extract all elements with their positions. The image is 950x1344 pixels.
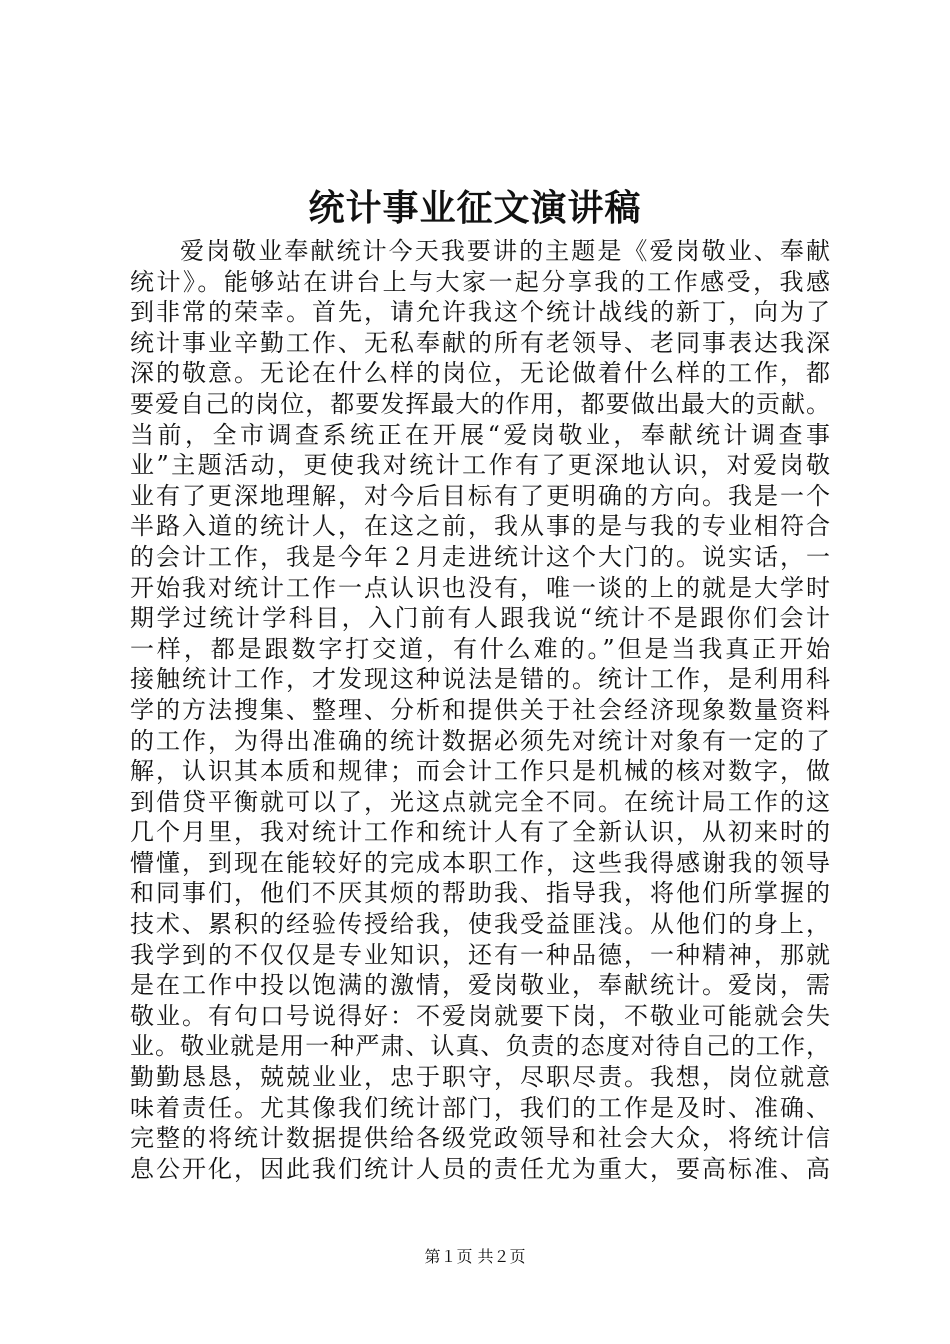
- body-line: 一样，都是跟数字打交道，有什么难的。”但是当我真正开始: [130, 634, 830, 663]
- body-line: 和同事们，他们不厌其烦的帮助我、指导我，将他们所掌握的: [130, 879, 830, 908]
- document-title: 统计事业征文演讲稿: [308, 187, 642, 229]
- body-line: 业有了更深地理解，对今后目标有了更明确的方向。我是一个: [130, 481, 830, 510]
- body-line: 接触统计工作，才发现这种说法是错的。统计工作，是利用科: [130, 665, 830, 694]
- body-line: 统计》。能够站在讲台上与大家一起分享我的工作感受，我感: [130, 267, 830, 296]
- page-number-indicator: 第１页 共２页: [424, 1247, 526, 1266]
- page-footer: [0, 1247, 950, 1267]
- body-line: 息公开化，因此我们统计人员的责任尤为重大，要高标准、高: [130, 1154, 830, 1183]
- body-line: 是在工作中投以饱满的激情，爱岗敬业，奉献统计。爱岗，需: [130, 971, 830, 1000]
- body-line: 半路入道的统计人，在这之前，我从事的是与我的专业相符合: [130, 512, 830, 541]
- body-line: 深的敬意。无论在什么样的岗位，无论做着什么样的工作，都: [130, 359, 830, 388]
- body-line: 的会计工作，我是今年２月走进统计这个大门的。说实话，一: [130, 542, 830, 571]
- body-line: 学的方法搜集、整理、分析和提供关于社会经济现象数量资料: [130, 695, 830, 724]
- body-line: 期学过统计学科目，入门前有人跟我说“统计不是跟你们会计: [130, 604, 830, 633]
- body-line: 技术、累积的经验传授给我，使我受益匪浅。从他们的身上，: [130, 910, 830, 939]
- body-line: 味着责任。尤其像我们统计部门，我们的工作是及时、准确、: [130, 1093, 830, 1122]
- body-line: 到借贷平衡就可以了，光这点就完全不同。在统计局工作的这: [130, 787, 830, 816]
- body-line: 敬业。有句口号说得好：不爱岗就要下岗，不敬业可能就会失: [130, 1001, 830, 1030]
- body-line: 开始我对统计工作一点认识也没有，唯一谈的上的就是大学时: [130, 573, 830, 602]
- body-line: 几个月里，我对统计工作和统计人有了全新认识，从初来时的: [130, 818, 830, 847]
- body-line: 业。敬业就是用一种严肃、认真、负责的态度对待自己的工作，: [130, 1032, 830, 1061]
- body-line: 到非常的荣幸。首先，请允许我这个统计战线的新丁，向为了: [130, 298, 830, 327]
- body-line: 懵懂，到现在能较好的完成本职工作，这些我得感谢我的领导: [130, 848, 830, 877]
- body-line: 要爱自己的岗位，都要发挥最大的作用，都要做出最大的贡献。: [130, 389, 830, 418]
- document-body: [130, 236, 830, 1184]
- body-line: 勤勤恳恳，兢兢业业，忠于职守，尽职尽责。我想，岗位就意: [130, 1063, 830, 1092]
- body-line: 我学到的不仅仅是专业知识，还有一种品德，一种精神，那就: [130, 940, 830, 969]
- body-line: 统计事业辛勤工作、无私奉献的所有老领导、老同事表达我深: [130, 328, 830, 357]
- body-line: 的工作，为得出准确的统计数据必须先对统计对象有一定的了: [130, 726, 830, 755]
- body-line: 当前，全市调查系统正在开展“爱岗敬业，奉献统计调查事: [130, 420, 830, 449]
- body-line: 爱岗敬业奉献统计今天我要讲的主题是《爱岗敬业、奉献: [180, 237, 830, 265]
- body-line: 解，认识其本质和规律；而会计工作只是机械的核对数字，做: [130, 757, 830, 786]
- body-line: 业”主题活动，更使我对统计工作有了更深地认识，对爱岗敬: [130, 451, 830, 480]
- body-line: 完整的将统计数据提供给各级党政领导和社会大众，将统计信: [130, 1124, 830, 1153]
